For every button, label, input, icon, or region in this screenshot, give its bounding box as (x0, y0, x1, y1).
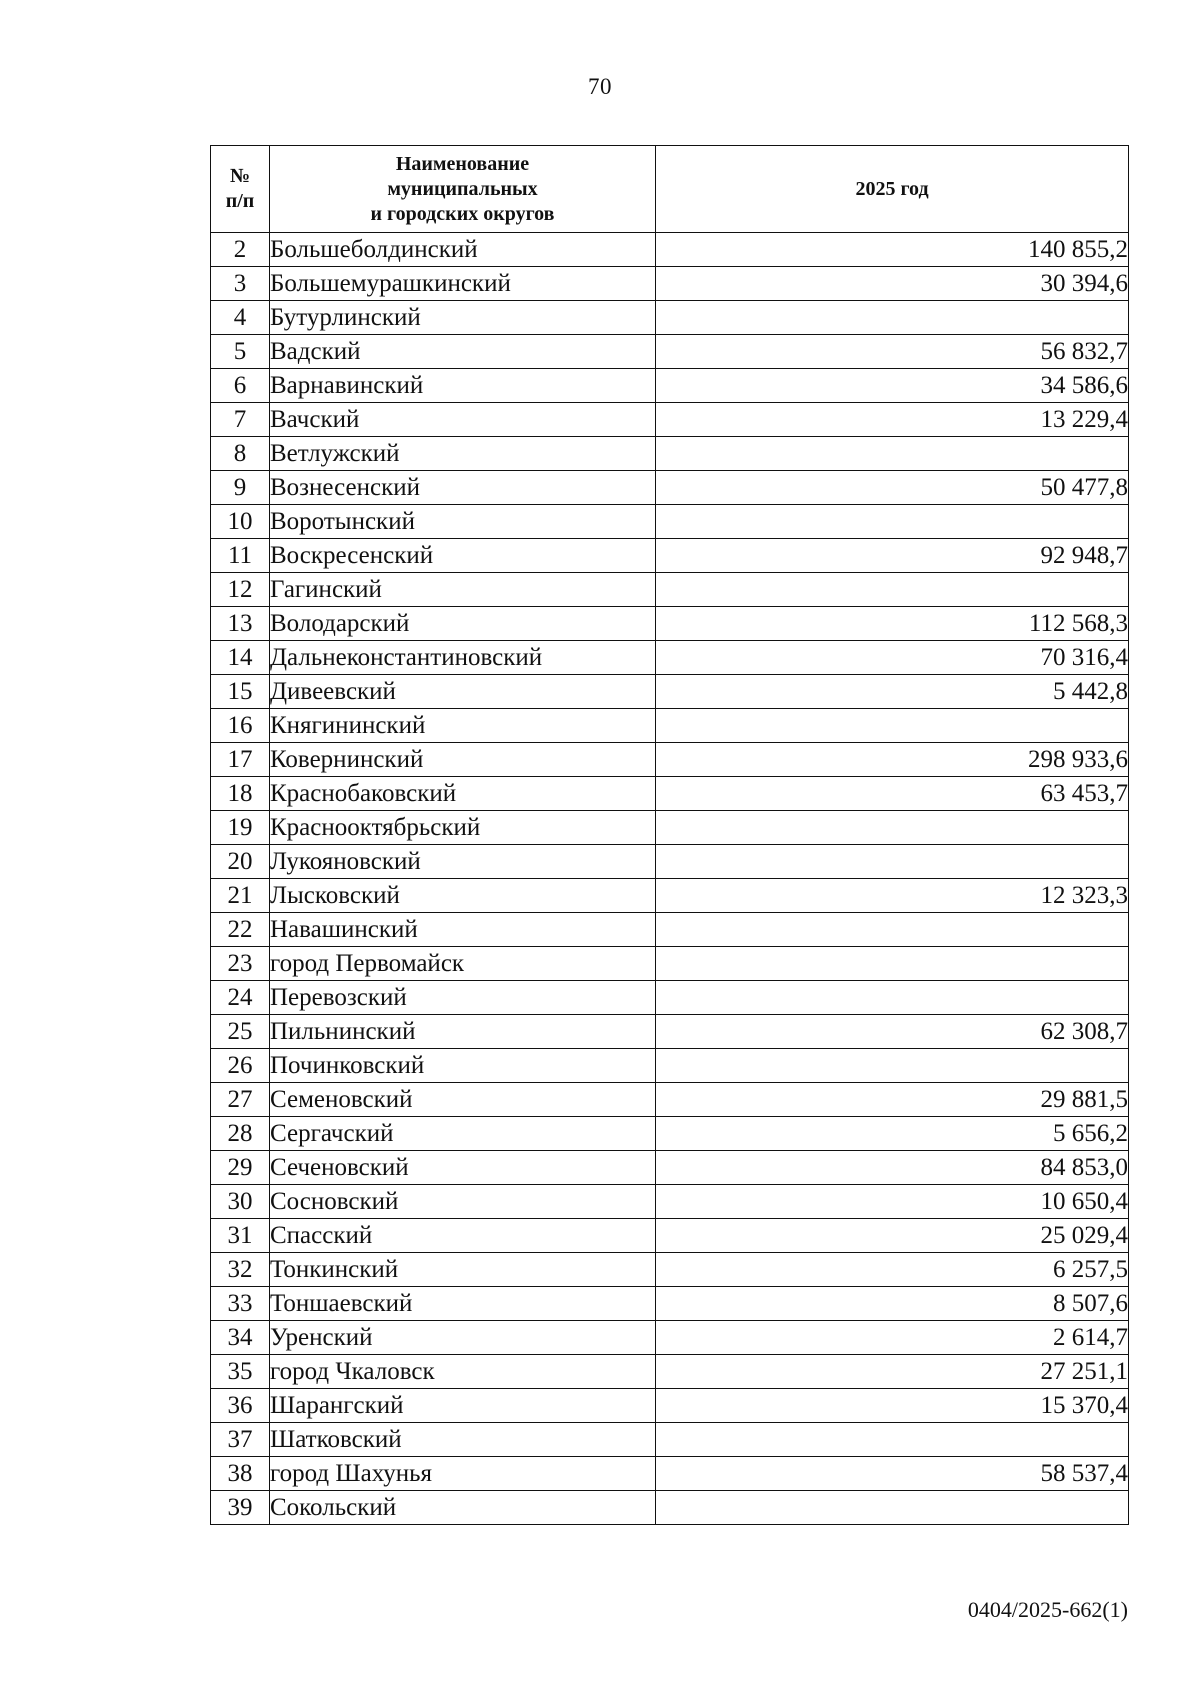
row-name: Вадский (270, 335, 656, 369)
table-row (211, 913, 1129, 947)
row-name: Бутурлинский (270, 301, 656, 335)
table-row (211, 471, 1129, 505)
row-name: Починковский (270, 1049, 656, 1083)
row-number: 27 (211, 1083, 270, 1117)
table-row (211, 369, 1129, 403)
row-number: 34 (211, 1321, 270, 1355)
table-row (211, 981, 1129, 1015)
row-value: 5 656,2 (656, 1117, 1129, 1151)
row-number: 11 (211, 539, 270, 573)
row-number: 22 (211, 913, 270, 947)
row-name: Семеновский (270, 1083, 656, 1117)
row-name: Шарангский (270, 1389, 656, 1423)
row-value (656, 709, 1129, 743)
row-value (656, 981, 1129, 1015)
row-value (656, 1049, 1129, 1083)
row-name: Воротынский (270, 505, 656, 539)
row-number: 14 (211, 641, 270, 675)
row-number: 39 (211, 1491, 270, 1525)
table-row (211, 1117, 1129, 1151)
row-value: 27 251,1 (656, 1355, 1129, 1389)
row-number: 10 (211, 505, 270, 539)
row-number: 26 (211, 1049, 270, 1083)
header-year: 2025 год (656, 146, 1129, 233)
row-name: Ковернинский (270, 743, 656, 777)
row-number: 30 (211, 1185, 270, 1219)
row-name: Перевозский (270, 981, 656, 1015)
table-row (211, 1049, 1129, 1083)
row-number: 12 (211, 573, 270, 607)
row-value: 29 881,5 (656, 1083, 1129, 1117)
row-name: Вознесенский (270, 471, 656, 505)
row-number: 38 (211, 1457, 270, 1491)
table-row (211, 1185, 1129, 1219)
table-row (211, 233, 1129, 267)
table-row (211, 505, 1129, 539)
row-name: Вачский (270, 403, 656, 437)
row-number: 16 (211, 709, 270, 743)
row-number: 29 (211, 1151, 270, 1185)
row-name: Дивеевский (270, 675, 656, 709)
row-value: 34 586,6 (656, 369, 1129, 403)
row-name: Краснобаковский (270, 777, 656, 811)
row-name: Шатковский (270, 1423, 656, 1457)
row-value: 58 537,4 (656, 1457, 1129, 1491)
row-number: 4 (211, 301, 270, 335)
row-value: 56 832,7 (656, 335, 1129, 369)
header-name-line: и городских округов (370, 202, 555, 225)
row-name: город Первомайск (270, 947, 656, 981)
row-number: 8 (211, 437, 270, 471)
table-row (211, 267, 1129, 301)
row-value (656, 573, 1129, 607)
row-name: Лукояновский (270, 845, 656, 879)
row-value (656, 437, 1129, 471)
row-value: 30 394,6 (656, 267, 1129, 301)
row-name: Дальнеконстантиновский (270, 641, 656, 675)
row-value (656, 1491, 1129, 1525)
table-row (211, 1151, 1129, 1185)
row-value (656, 811, 1129, 845)
row-value: 62 308,7 (656, 1015, 1129, 1049)
table-row (211, 777, 1129, 811)
table-row (211, 607, 1129, 641)
header-name (270, 146, 656, 233)
row-value: 140 855,2 (656, 233, 1129, 267)
table-row (211, 641, 1129, 675)
table-row (211, 811, 1129, 845)
table-row (211, 675, 1129, 709)
row-name: Варнавинский (270, 369, 656, 403)
row-name: Большеболдинский (270, 233, 656, 267)
row-number: 32 (211, 1253, 270, 1287)
row-value: 8 507,6 (656, 1287, 1129, 1321)
header-num-line: № (229, 165, 251, 187)
row-value: 13 229,4 (656, 403, 1129, 437)
row-value (656, 913, 1129, 947)
row-value: 70 316,4 (656, 641, 1129, 675)
row-name: Тоншаевский (270, 1287, 656, 1321)
row-name: Ветлужский (270, 437, 656, 471)
table-row (211, 573, 1129, 607)
row-name: Сосновский (270, 1185, 656, 1219)
table-row (211, 1219, 1129, 1253)
table-row (211, 539, 1129, 573)
row-number: 2 (211, 233, 270, 267)
row-value: 25 029,4 (656, 1219, 1129, 1253)
row-value: 12 323,3 (656, 879, 1129, 913)
row-number: 7 (211, 403, 270, 437)
row-number: 28 (211, 1117, 270, 1151)
row-name: Сокольский (270, 1491, 656, 1525)
table-row (211, 437, 1129, 471)
header-num-line: п/п (225, 190, 255, 212)
table-row (211, 947, 1129, 981)
row-value: 2 614,7 (656, 1321, 1129, 1355)
page-number: 70 (588, 74, 612, 99)
row-value: 10 650,4 (656, 1185, 1129, 1219)
table-row (211, 1355, 1129, 1389)
row-name: город Чкаловск (270, 1355, 656, 1389)
row-value (656, 947, 1129, 981)
row-value: 15 370,4 (656, 1389, 1129, 1423)
row-number: 36 (211, 1389, 270, 1423)
row-number: 9 (211, 471, 270, 505)
row-name: Сеченовский (270, 1151, 656, 1185)
row-name: Большемурашкинский (270, 267, 656, 301)
header-name-line: Наименование (395, 152, 530, 175)
row-name: Пильнинский (270, 1015, 656, 1049)
row-name: Краснооктябрьский (270, 811, 656, 845)
row-number: 19 (211, 811, 270, 845)
row-value (656, 1423, 1129, 1457)
row-name: Тонкинский (270, 1253, 656, 1287)
row-number: 23 (211, 947, 270, 981)
table-row (211, 301, 1129, 335)
row-name: Воскресенский (270, 539, 656, 573)
table-row (211, 743, 1129, 777)
row-number: 3 (211, 267, 270, 301)
row-number: 21 (211, 879, 270, 913)
row-number: 18 (211, 777, 270, 811)
document-code: 0404/2025-662(1) (967, 1597, 1128, 1622)
table-row (211, 1083, 1129, 1117)
row-value: 50 477,8 (656, 471, 1129, 505)
table-row (211, 879, 1129, 913)
row-name: Навашинский (270, 913, 656, 947)
row-name: Володарский (270, 607, 656, 641)
header-num (211, 146, 270, 233)
row-name: Гагинский (270, 573, 656, 607)
table-body (211, 233, 1129, 1525)
row-value: 5 442,8 (656, 675, 1129, 709)
table-row (211, 709, 1129, 743)
row-value (656, 505, 1129, 539)
row-name: Лысковский (270, 879, 656, 913)
row-name: Уренский (270, 1321, 656, 1355)
table-row (211, 1015, 1129, 1049)
row-name: Княгининский (270, 709, 656, 743)
table-row (211, 1321, 1129, 1355)
row-number: 33 (211, 1287, 270, 1321)
table-row (211, 845, 1129, 879)
row-number: 13 (211, 607, 270, 641)
row-number: 6 (211, 369, 270, 403)
table-row (211, 1491, 1129, 1525)
row-value: 84 853,0 (656, 1151, 1129, 1185)
row-number: 5 (211, 335, 270, 369)
row-name: Сергачский (270, 1117, 656, 1151)
table-row (211, 1457, 1129, 1491)
row-value: 298 933,6 (656, 743, 1129, 777)
table-row (211, 1423, 1129, 1457)
table-row (211, 1253, 1129, 1287)
row-number: 15 (211, 675, 270, 709)
table-row (211, 1287, 1129, 1321)
row-number: 24 (211, 981, 270, 1015)
row-number: 37 (211, 1423, 270, 1457)
table-row (211, 335, 1129, 369)
row-number: 17 (211, 743, 270, 777)
row-value (656, 301, 1129, 335)
row-name: Спасский (270, 1219, 656, 1253)
table-row (211, 1389, 1129, 1423)
row-number: 20 (211, 845, 270, 879)
row-number: 25 (211, 1015, 270, 1049)
table-header-row (211, 146, 1129, 233)
row-value: 92 948,7 (656, 539, 1129, 573)
municipal-table (210, 145, 1129, 1525)
row-number: 31 (211, 1219, 270, 1253)
row-value: 6 257,5 (656, 1253, 1129, 1287)
row-value: 112 568,3 (656, 607, 1129, 641)
table-row (211, 403, 1129, 437)
row-name: город Шахунья (270, 1457, 656, 1491)
row-value (656, 845, 1129, 879)
row-number: 35 (211, 1355, 270, 1389)
header-name-line: муниципальных (387, 177, 538, 200)
row-value: 63 453,7 (656, 777, 1129, 811)
